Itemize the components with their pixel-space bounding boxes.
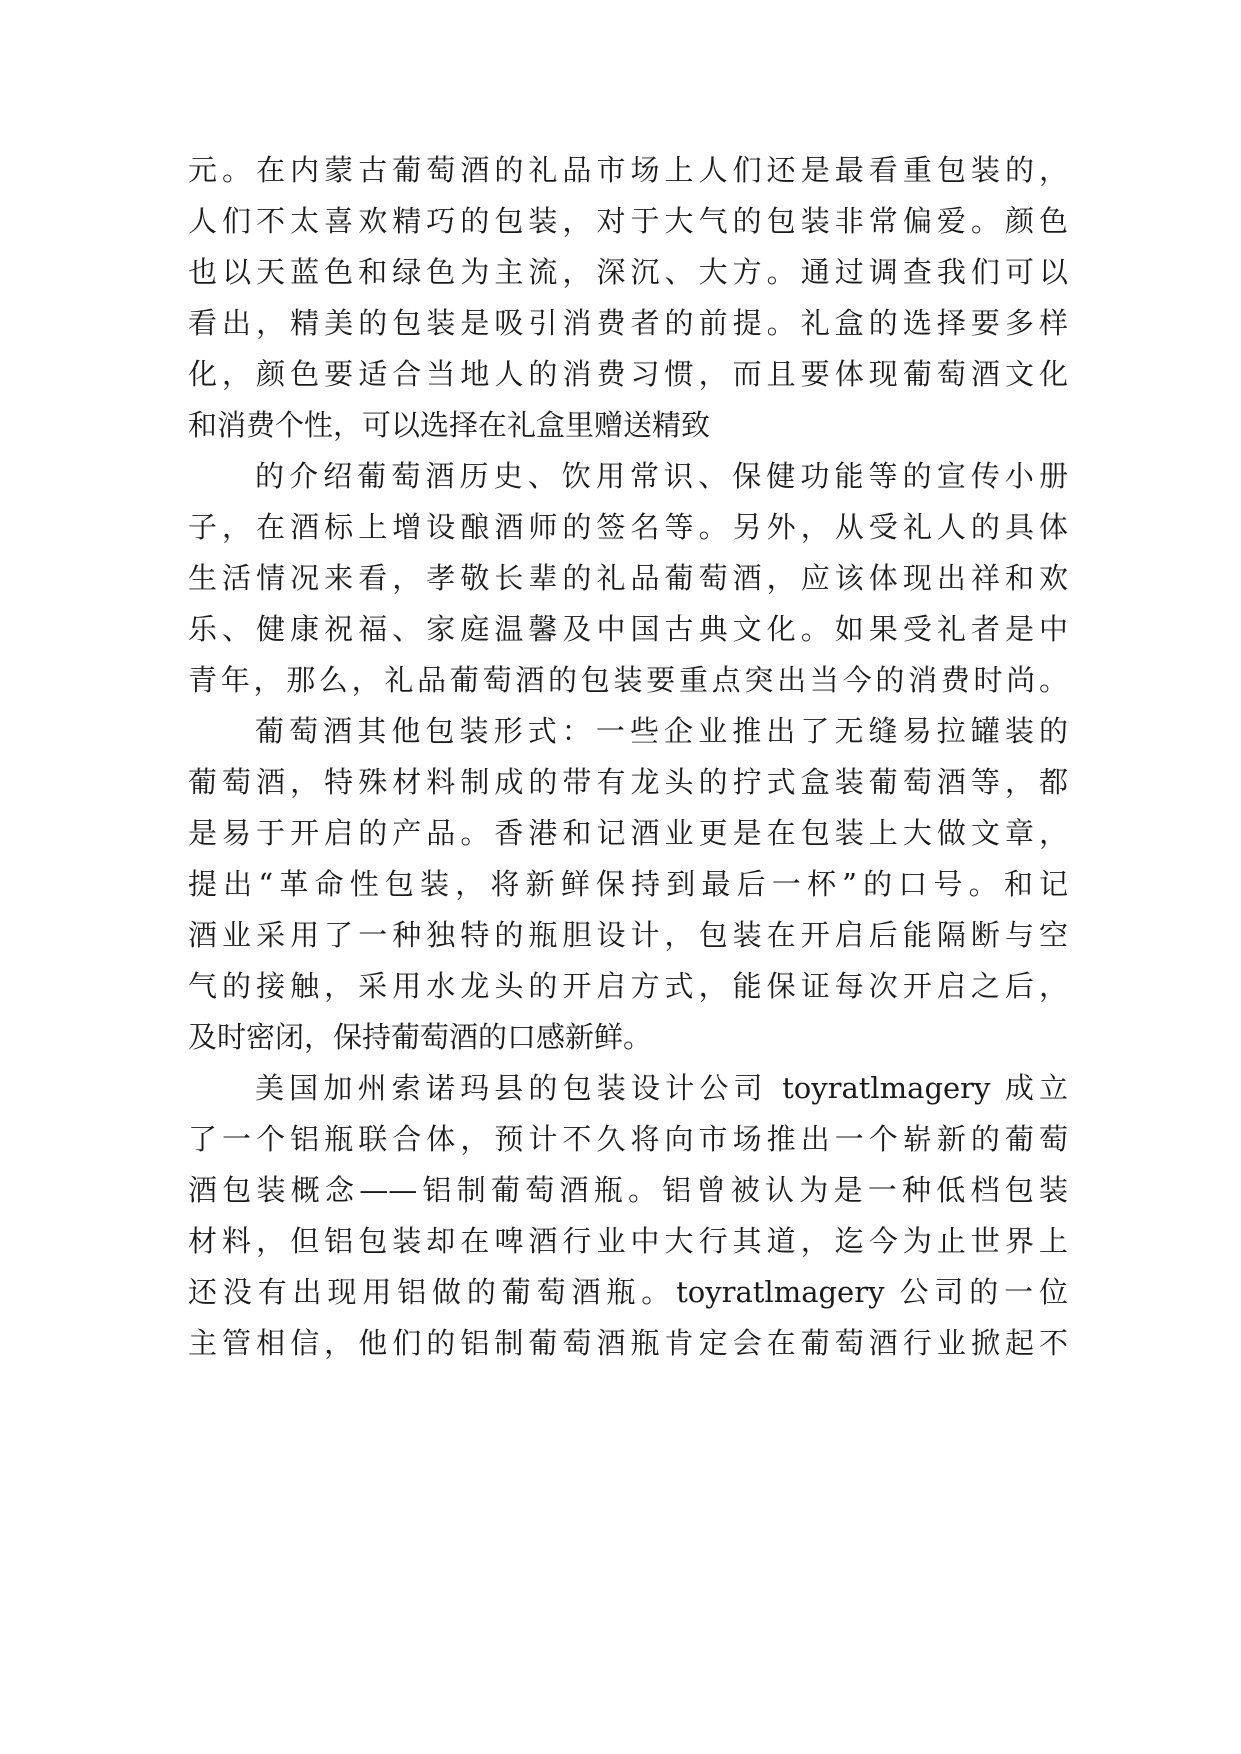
text-line: 还没有出现用铝做的葡萄酒瓶。toyratlmagery 公司的一位 xyxy=(188,1275,1068,1309)
text-line: 子，在酒标上增设酿酒师的签名等。另外，从受礼人的具体 xyxy=(188,510,1068,544)
text-line: 了一个铝瓶联合体，预计不久将向市场推出一个崭新的葡萄 xyxy=(188,1122,1068,1156)
text-line: 乐、健康祝福、家庭温馨及中国古典文化。如果受礼者是中 xyxy=(188,612,1068,646)
text-line: 人们不太喜欢精巧的包装，对于大气的包装非常偏爱。颜色 xyxy=(188,204,1068,238)
text-line: 也以天蓝色和绿色为主流，深沉、大方。通过调查我们可以 xyxy=(188,255,1068,289)
text-line: 气的接触，采用水龙头的开启方式，能保证每次开启之后， xyxy=(188,969,1068,1003)
text-line: 提出“革命性包装，将新鲜保持到最后一杯”的口号。和记 xyxy=(188,867,1068,901)
text-line: 看出，精美的包装是吸引消费者的前提。礼盒的选择要多样 xyxy=(188,306,1068,340)
text-line: 的介绍葡萄酒历史、饮用常识、保健功能等的宣传小册 xyxy=(255,459,1068,493)
text-line: 及时密闭，保持葡萄酒的口感新鲜。 xyxy=(188,1020,653,1054)
text-line: 青年，那么，礼品葡萄酒的包装要重点突出当今的消费时尚。 xyxy=(188,663,1068,697)
text-line: 主管相信，他们的铝制葡萄酒瓶肯定会在葡萄酒行业掀起不 xyxy=(188,1326,1068,1360)
text-line: 酒包装概念——铝制葡萄酒瓶。铝曾被认为是一种低档包装 xyxy=(188,1173,1068,1207)
text-line: 化，颜色要适合当地人的消费习惯，而且要体现葡萄酒文化 xyxy=(188,357,1068,391)
text-line: 是易于开启的产品。香港和记酒业更是在包装上大做文章， xyxy=(188,816,1068,850)
text-line: 材料，但铝包装却在啤酒行业中大行其道，迄今为止世界上 xyxy=(188,1224,1068,1258)
text-line: 生活情况来看，孝敬长辈的礼品葡萄酒，应该体现出祥和欢 xyxy=(188,561,1068,595)
text-line: 和消费个性，可以选择在礼盒里赠送精致 xyxy=(188,408,711,442)
text-line: 葡萄酒其他包装形式：一些企业推出了无缝易拉罐装的 xyxy=(255,714,1068,748)
text-line: 葡萄酒，特殊材料制成的带有龙头的拧式盒装葡萄酒等，都 xyxy=(188,765,1068,799)
text-line: 酒业采用了一种独特的瓶胆设计，包装在开启后能隔断与空 xyxy=(188,918,1068,952)
text-line: 美国加州索诺玛县的包装设计公司 toyratlmagery 成立 xyxy=(255,1071,1068,1105)
text-line: 元。在内蒙古葡萄酒的礼品市场上人们还是最看重包装的， xyxy=(188,153,1068,187)
